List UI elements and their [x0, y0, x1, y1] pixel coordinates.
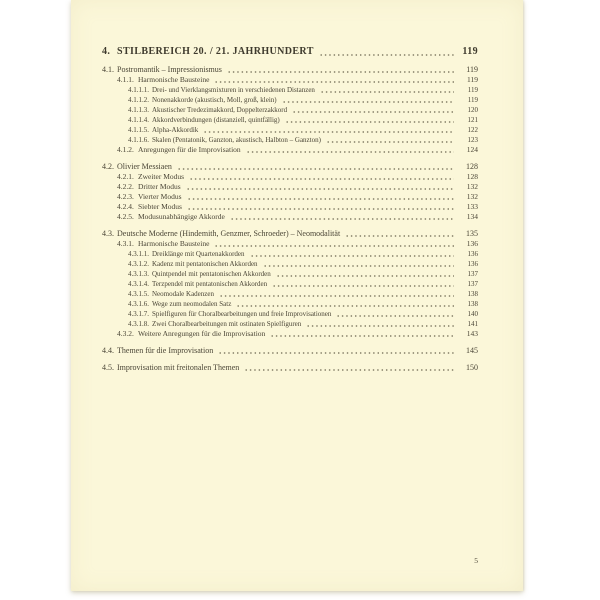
dot-leader [292, 105, 454, 115]
dot-leader [276, 269, 454, 279]
toc-entry-page: 134 [466, 212, 478, 221]
toc-entry-page: 140 [467, 310, 478, 318]
toc-entry-label: Alpha-Akkordik [152, 126, 199, 134]
toc-entry-number: 4.1.1.6. [128, 136, 149, 144]
toc-entry-number: 4.1.2. [117, 145, 134, 154]
dot-leader [230, 212, 454, 222]
toc-entry-number: 4.3.1. [117, 239, 134, 248]
dot-leader [244, 363, 454, 373]
toc-entry [128, 269, 478, 279]
toc-entry-number: 4.3.1.7. [128, 310, 149, 318]
toc-entry-page: 133 [466, 202, 478, 211]
toc-entry [128, 95, 478, 105]
toc-entry [117, 182, 478, 192]
toc-entry-label: Improvisation mit freitonalen Themen [117, 363, 240, 372]
toc-entry-label: Akkordverbindungen (distanziell, quintfällig) [152, 116, 280, 124]
toc-entry-label: Terzpendel mit pentatonischen Akkorden [152, 280, 268, 288]
toc-entry-number: 4. [102, 46, 111, 57]
toc-entry-page: 132 [466, 182, 478, 191]
toc-entry-page: 128 [466, 172, 478, 181]
toc-entry [117, 192, 478, 202]
toc-entry-page: 135 [466, 229, 478, 238]
toc-entry-number: 4.3. [102, 229, 114, 238]
toc-entry-page: 124 [466, 145, 478, 154]
toc-entry-label: Dreiklänge mit Quartenakkorden [152, 250, 245, 258]
toc-entry-page: 132 [466, 192, 478, 201]
toc-entry-number: 4.3.1.6. [128, 300, 149, 308]
toc-entry-number: 4.1.1.4. [128, 116, 149, 124]
toc-entry-number: 4.2. [102, 162, 114, 171]
toc-entry-page: 136 [466, 239, 478, 248]
toc-entry-page: 119 [467, 86, 478, 94]
toc-entry-label: Harmonische Bausteine [138, 75, 210, 84]
toc-entry-number: 4.1.1.5. [128, 126, 149, 134]
toc-entry-label: Nonenakkorde (akustisch, Moll, groß, klein) [152, 96, 277, 104]
dot-leader [326, 135, 454, 145]
dot-leader [219, 289, 454, 299]
toc-entry-page: 137 [467, 280, 478, 288]
dot-leader [189, 172, 454, 182]
dot-leader [203, 125, 454, 135]
toc-entry-number: 4.3.1.3. [128, 270, 149, 278]
toc-entry-number: 4.3.1.8. [128, 320, 149, 328]
dot-leader [285, 115, 454, 125]
toc-entry [128, 105, 478, 115]
toc-entry-number: 4.1.1.2. [128, 96, 149, 104]
dot-leader [246, 145, 454, 155]
toc-entry-number: 4.1.1.3. [128, 106, 149, 114]
toc-entry [102, 65, 478, 75]
toc-entry-page: 141 [467, 320, 478, 328]
toc-entry [117, 75, 478, 85]
toc-entry-number: 4.2.1. [117, 172, 134, 181]
toc-entry [128, 289, 478, 299]
toc-entry [117, 172, 478, 182]
toc-entry-page: 120 [467, 106, 478, 114]
toc-entry [102, 45, 478, 58]
toc-entry [128, 125, 478, 135]
toc-entry-number: 4.2.4. [117, 202, 134, 211]
toc-entry-number: 4.2.3. [117, 192, 134, 201]
toc-entry-label: Drei- und Vierklangsmixturen in verschiedenen Distanzen [152, 86, 315, 94]
toc-entry [128, 85, 478, 95]
toc-entry [128, 259, 478, 269]
toc-entry-page: 138 [467, 300, 478, 308]
toc-entry-label: Anregungen für die Improvisation [138, 145, 241, 154]
toc-entry-number: 4.1.1.1. [128, 86, 149, 94]
toc-entry-label: Themen für die Improvisation [117, 346, 214, 355]
toc-entry-label: Zweiter Modus [138, 172, 185, 181]
toc-entry [117, 329, 478, 339]
toc-entry-number: 4.2.2. [117, 182, 134, 191]
toc-entry-label: Modusunabhängige Akkorde [138, 212, 225, 221]
toc-entry-label: Weitere Anregungen für die Improvisation [138, 329, 266, 338]
toc-entry [117, 212, 478, 222]
toc-entry [102, 229, 478, 239]
toc-entry-number: 4.4. [102, 346, 114, 355]
dot-leader [306, 319, 454, 329]
dot-leader [263, 259, 454, 269]
toc-entry-page: 136 [467, 250, 478, 258]
dot-leader [214, 75, 454, 85]
toc-entry [117, 145, 478, 155]
toc-entry [128, 309, 478, 319]
toc-entry [117, 239, 478, 249]
toc-entry-label: Akustischer Tredezimakkord, Doppelterzakkord [152, 106, 288, 114]
toc-entry-label: Wege zum neomodalen Satz [152, 300, 232, 308]
toc-entry-label: Neomodale Kadenzen [152, 290, 214, 298]
page-number-footer: 5 [474, 556, 478, 565]
dot-leader [250, 249, 454, 259]
toc-entry-page: 119 [467, 96, 478, 104]
toc-entry-page: 122 [467, 126, 478, 134]
dot-leader [187, 202, 454, 212]
dot-leader [282, 95, 454, 105]
dot-leader [270, 329, 454, 339]
dot-leader [236, 299, 454, 309]
toc-entry-page: 128 [466, 162, 478, 171]
toc-entry-page: 143 [466, 329, 478, 338]
toc-list [71, 0, 523, 373]
dot-leader [187, 192, 455, 202]
toc-entry-number: 4.5. [102, 363, 114, 372]
dot-leader [319, 45, 454, 58]
toc-entry-number: 4.2.5. [117, 212, 134, 221]
dot-leader [186, 182, 454, 192]
toc-entry-label: Dritter Modus [138, 182, 181, 191]
dot-leader [177, 162, 454, 172]
dot-leader [272, 279, 454, 289]
toc-entry-page: 123 [467, 136, 478, 144]
book-page [71, 0, 523, 591]
toc-entry-label: STILBEREICH 20. / 21. JAHRHUNDERT [117, 46, 314, 57]
toc-entry-label: Vierter Modus [138, 192, 182, 201]
toc-entry-label: Deutsche Moderne (Hindemith, Genzmer, Schroeder) – Neomodalität [117, 229, 341, 238]
toc-entry [117, 202, 478, 212]
toc-entry-number: 4.3.1.1. [128, 250, 149, 258]
toc-entry-label: Quintpendel mit pentatonischen Akkorden [152, 270, 271, 278]
toc-entry-label: Zwei Choralbearbeitungen mit ostinaten Spielfiguren [152, 320, 302, 328]
dot-leader [218, 346, 454, 356]
toc-entry-label: Harmonische Bausteine [138, 239, 210, 248]
toc-entry-number: 4.3.1.5. [128, 290, 149, 298]
dot-leader [227, 65, 454, 75]
toc-entry-page: 119 [467, 75, 478, 84]
toc-entry-page: 137 [467, 270, 478, 278]
dot-leader [214, 239, 454, 249]
toc-entry-page: 121 [467, 116, 478, 124]
toc-entry-page: 119 [462, 46, 478, 57]
toc-entry-page: 136 [467, 260, 478, 268]
toc-entry-number: 4.3.2. [117, 329, 134, 338]
toc-entry [128, 135, 478, 145]
dot-leader [336, 309, 454, 319]
toc-entry-label: Kadenz mit pentatonischen Akkorden [152, 260, 258, 268]
toc-entry-page: 150 [466, 363, 478, 372]
toc-entry-label: Postromantik – Impressionismus [117, 65, 222, 74]
toc-entry-number: 4.1.1. [117, 75, 134, 84]
toc-entry [128, 115, 478, 125]
toc-entry [128, 299, 478, 309]
toc-entry-label: Olivier Messiaen [117, 162, 172, 171]
toc-entry-number: 4.3.1.2. [128, 260, 149, 268]
toc-entry-number: 4.1. [102, 65, 114, 74]
toc-entry-label: Spielfiguren für Choralbearbeitungen und freie Improvisationen [152, 310, 332, 318]
toc-entry [128, 319, 478, 329]
toc-entry-page: 138 [467, 290, 478, 298]
toc-entry [128, 249, 478, 259]
toc-entry [128, 279, 478, 289]
toc-entry [102, 162, 478, 172]
dot-leader [320, 85, 454, 95]
toc-entry-number: 4.3.1.4. [128, 280, 149, 288]
toc-entry [102, 363, 478, 373]
toc-entry-label: Siebter Modus [138, 202, 182, 211]
toc-entry-page: 119 [466, 65, 478, 74]
toc-entry-label: Skalen (Pentatonik, Ganzton, akustisch, Halbton – Ganzton) [152, 136, 321, 144]
dot-leader [345, 229, 454, 239]
toc-entry-page: 145 [466, 346, 478, 355]
toc-entry [102, 346, 478, 356]
